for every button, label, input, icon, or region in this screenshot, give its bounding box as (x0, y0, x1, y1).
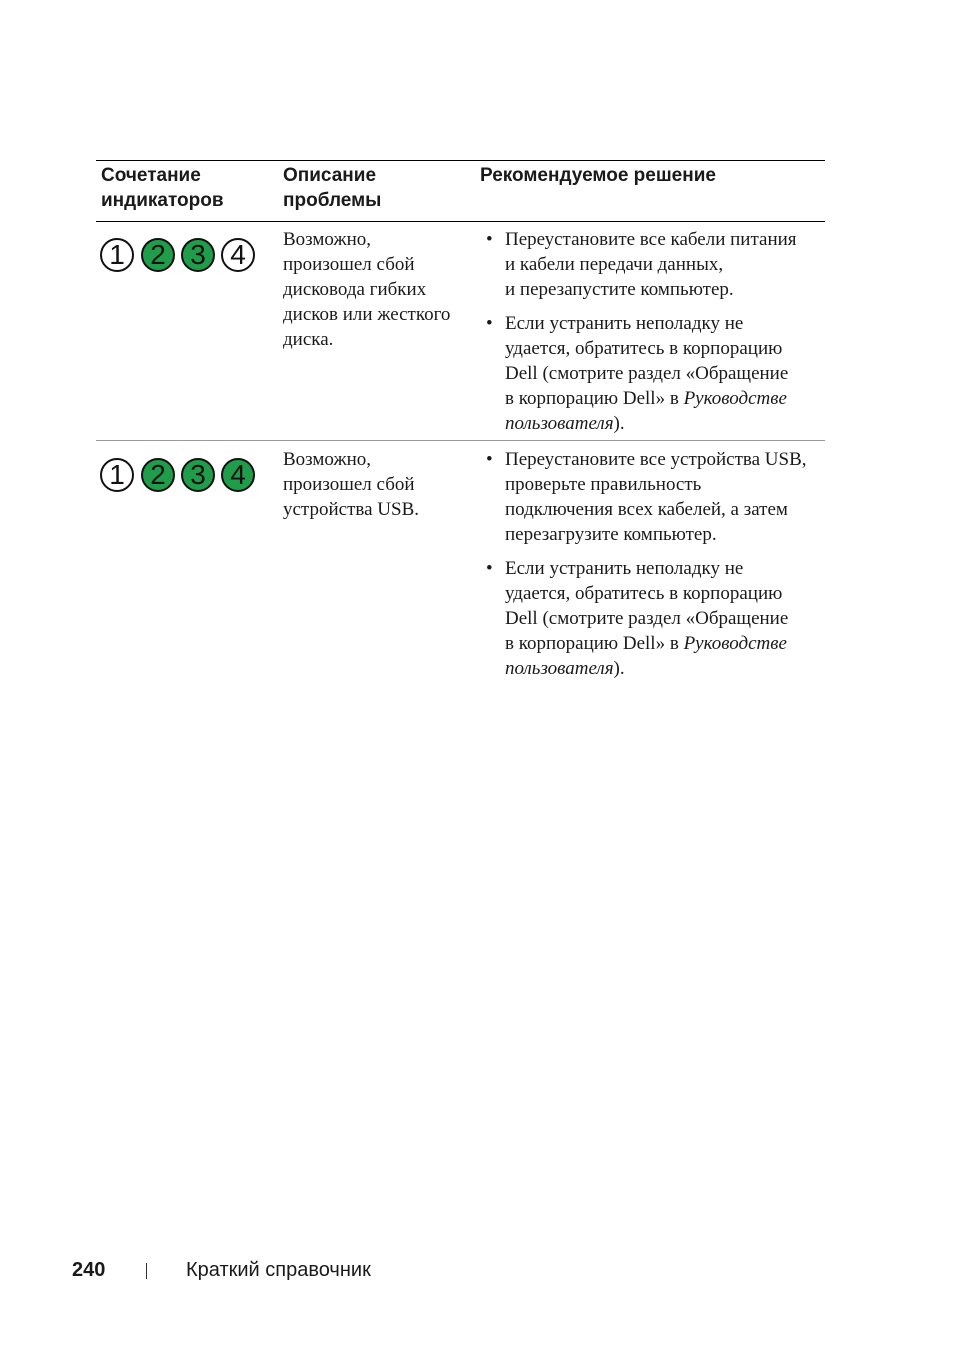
text-line: произошел сбой (283, 474, 415, 495)
header-text: Рекомендуемое решение (480, 165, 716, 186)
header-text: проблемы (283, 190, 382, 211)
page-number: 240 (72, 1259, 106, 1281)
diagnostic-light-4: 4 (221, 238, 255, 272)
text-fragment: в корпорацию Dell» в (505, 633, 684, 654)
guide-title-italic: Руководстве (683, 388, 787, 409)
diagnostic-light-3: 3 (181, 458, 215, 492)
diagnostic-light-2: 2 (141, 458, 175, 492)
solution-list (486, 227, 826, 445)
text-line: подключения всех кабелей, а затем (505, 499, 788, 520)
text-line: проверьте правильность (505, 474, 702, 495)
header-text: индикаторов (101, 190, 224, 211)
diagnostic-light-1: 1 (100, 238, 134, 272)
bullet-icon: • (486, 229, 493, 250)
header-recommended-solution (480, 163, 820, 188)
table-row (96, 442, 825, 692)
diagnostic-light-4: 4 (221, 458, 255, 492)
text-line: произошел сбой (283, 254, 415, 275)
diagnostic-light-1: 1 (100, 458, 134, 492)
text-line (505, 411, 826, 436)
solution-item (486, 227, 826, 302)
text-line: Возможно, (283, 449, 372, 470)
guide-title-italic: пользователя (505, 658, 614, 679)
text-line (505, 656, 826, 681)
solution-item (486, 447, 826, 547)
text-line: перезагрузите компьютер. (505, 524, 717, 545)
solution-list (486, 447, 826, 690)
text-line: Dell (смотрите раздел «Обращение (505, 363, 789, 384)
text-line: Возможно, (283, 229, 372, 250)
text-line (505, 386, 826, 411)
text-fragment: ). (613, 413, 625, 434)
light-pattern (100, 458, 270, 496)
text-line: устройства USB. (283, 499, 419, 520)
diagnostic-light-2: 2 (141, 238, 175, 272)
table-row (96, 222, 825, 440)
text-line: удается, обратитесь в корпорацию (505, 338, 783, 359)
text-fragment: ). (613, 658, 625, 679)
text-line: Dell (смотрите раздел «Обращение (505, 608, 789, 629)
text-line: и перезапустите компьютер. (505, 279, 734, 300)
header-text: Описание (283, 165, 377, 186)
text-fragment: в корпорацию Dell» в (505, 388, 684, 409)
text-line: Переустановите все кабели питания (505, 229, 797, 250)
light-pattern (100, 238, 270, 276)
header-light-pattern (101, 163, 271, 213)
guide-title-italic: пользователя (505, 413, 614, 434)
header-text: Сочетание (101, 165, 201, 186)
row-divider (96, 440, 825, 441)
text-line: Если устранить неполадку не (505, 313, 744, 334)
bullet-icon: • (486, 449, 493, 470)
solution-item (486, 556, 826, 681)
table-top-rule (96, 160, 825, 161)
diagnostic-light-3: 3 (181, 238, 215, 272)
text-line: дисков или жесткого (283, 304, 451, 325)
problem-description (283, 447, 473, 522)
text-line: удается, обратитесь в корпорацию (505, 583, 783, 604)
page-footer (0, 1257, 954, 1287)
text-line: Переустановите все устройства USB, (505, 449, 807, 470)
text-line: и кабели передачи данных, (505, 254, 724, 275)
header-problem-description (283, 163, 463, 213)
guide-title-italic: Руководстве (683, 633, 787, 654)
text-line: дисковода гибких (283, 279, 427, 300)
problem-description (283, 227, 473, 352)
text-line (505, 631, 826, 656)
solution-item (486, 311, 826, 436)
section-title: Краткий справочник (186, 1259, 371, 1281)
bullet-icon: • (486, 313, 493, 334)
text-line: Если устранить неполадку не (505, 558, 744, 579)
bullet-icon: • (486, 558, 493, 579)
text-line: диска. (283, 329, 334, 350)
footer-separator (146, 1263, 147, 1279)
